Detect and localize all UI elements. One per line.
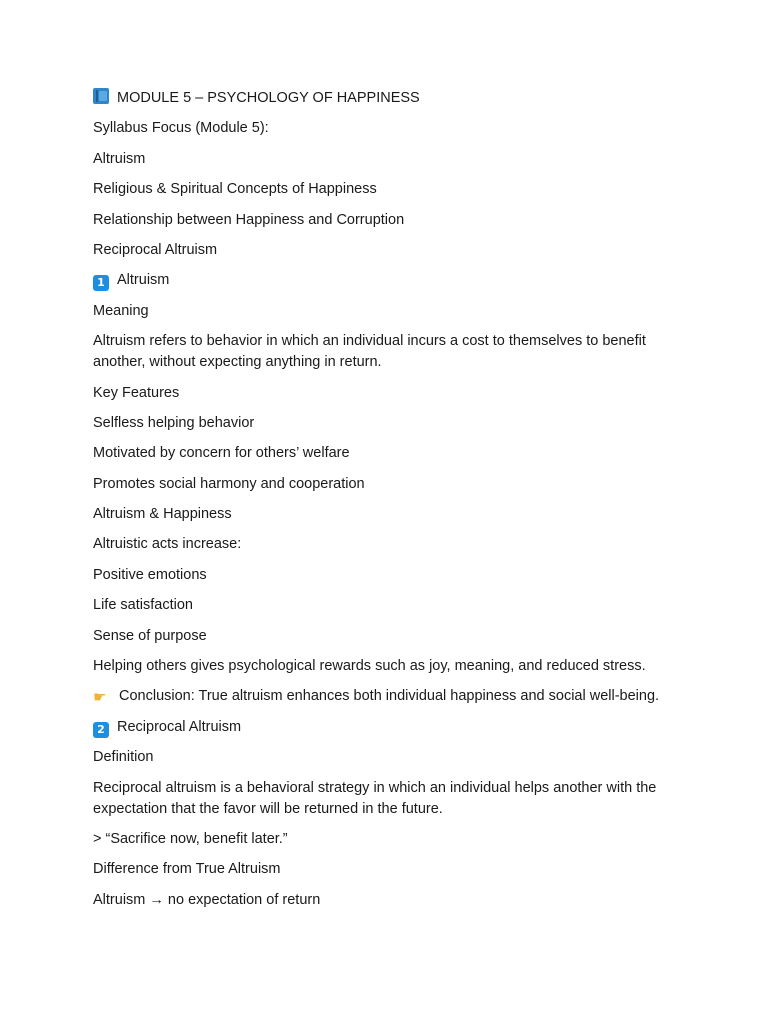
syllabus-item: Religious & Spiritual Concepts of Happiness <box>93 181 377 198</box>
paragraph: Reciprocal altruism is a behavioral strategy in which an individual helps another with the expectation that the favor will be returned in the future. <box>93 779 657 817</box>
subheading: Altruism & Happiness <box>93 506 232 523</box>
subheading: Definition <box>93 749 154 766</box>
paragraph: Altruistic acts increase: <box>93 536 242 553</box>
module-title: MODULE 5 – PSYCHOLOGY OF HAPPINESS <box>93 88 678 109</box>
document-page <box>93 88 678 920</box>
syllabus-item: Reciprocal Altruism <box>93 241 218 258</box>
section-heading-altruism: 1 Altruism <box>93 270 678 291</box>
quote: > “Sacrifice now, benefit later.” <box>93 830 288 847</box>
paragraph: Altruism refers to behavior in which an individual incurs a cost to themselves to benefit another, without expecting anything in return. <box>93 333 646 371</box>
keycap-two-icon: 2 <box>93 722 109 738</box>
list-item: Positive emotions <box>93 566 207 583</box>
list-item: Motivated by concern for others’ welfare <box>93 445 350 462</box>
book-icon <box>93 88 109 104</box>
list-item: Sense of purpose <box>93 627 207 644</box>
subheading: Key Features <box>93 384 180 401</box>
syllabus-item: Altruism <box>93 150 146 167</box>
conclusion: ☛ Conclusion: True altruism enhances both individual happiness and social well-being. <box>93 688 660 707</box>
list-item: Selfless helping behavior <box>93 414 255 431</box>
section-heading-reciprocal-altruism: 2 Reciprocal Altruism <box>93 717 678 738</box>
list-item: Promotes social harmony and cooperation <box>93 475 365 492</box>
paragraph: Helping others gives psychological rewards such as joy, meaning, and reduced stress. <box>93 658 646 675</box>
syllabus-item: Relationship between Happiness and Corruption <box>93 211 405 228</box>
list-item: Life satisfaction <box>93 597 193 614</box>
pointing-hand-icon: ☛ <box>93 688 107 707</box>
subheading: Difference from True Altruism <box>93 861 281 878</box>
keycap-one-icon: 1 <box>93 275 109 291</box>
subheading: Meaning <box>93 302 149 319</box>
list-item: Altruism → no expectation of return <box>93 891 321 908</box>
syllabus-heading: Syllabus Focus (Module 5): <box>93 120 269 137</box>
